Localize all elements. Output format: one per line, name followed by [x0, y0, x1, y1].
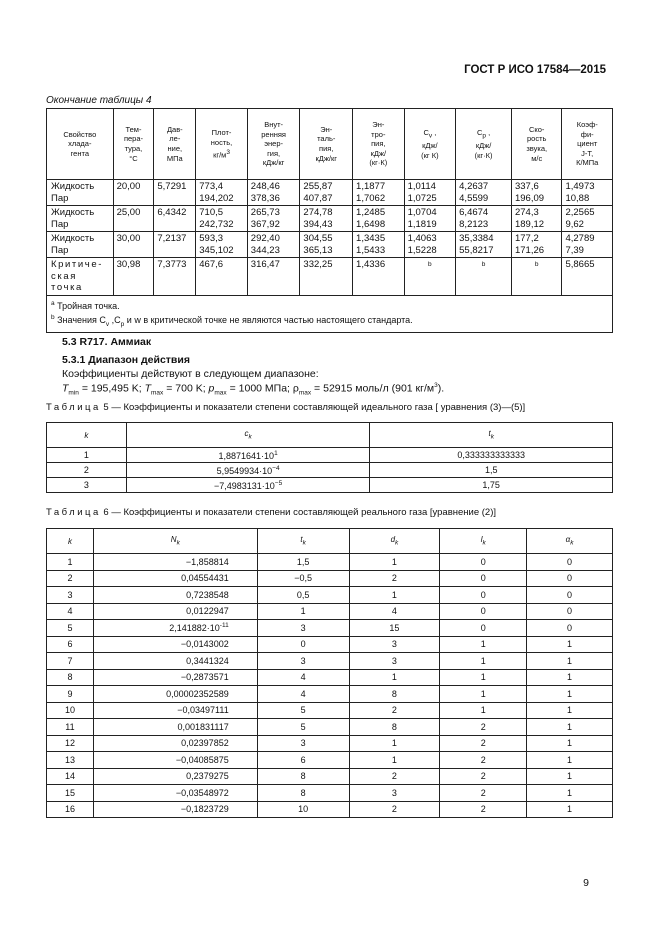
table6-cell: 4: [257, 686, 349, 703]
table6-cell: 6: [47, 636, 94, 653]
table6-cell: 2: [440, 719, 527, 736]
table6-cell: 4: [257, 669, 349, 686]
table4-cell: 4,2637 4,5599: [456, 180, 512, 206]
table6-cell: 0: [527, 554, 613, 571]
table4-cell: 1,4336: [353, 258, 405, 296]
table4-cell: 35,3384 55,8217: [456, 232, 512, 258]
table4-row: [47, 206, 613, 232]
table6-cell: 3: [349, 636, 440, 653]
table6-cell: 2: [440, 768, 527, 785]
table4-cell: 467,6: [196, 258, 248, 296]
table5-row: [47, 463, 613, 478]
table4-col-header: Ско- рость звука, м/с: [511, 109, 561, 180]
table4-state-cell: Критиче- ская точка: [47, 258, 114, 296]
table6-cell: 1: [440, 653, 527, 670]
table6-cell: −0,5: [257, 570, 349, 587]
table4-row: [47, 180, 613, 206]
table4-cell: b: [456, 258, 512, 296]
page-number: 9: [583, 877, 589, 889]
table4-cell: 304,55 365,13: [300, 232, 353, 258]
table4-cell: 5,7291: [154, 180, 196, 206]
table6-cell: 3: [257, 620, 349, 637]
table6-col-ak: $\alpha_k$: [527, 529, 613, 554]
table4-cell: 1,0704 1,1819: [404, 206, 456, 232]
table6-cell: 2: [349, 801, 440, 818]
table6-cell: 2: [349, 570, 440, 587]
table5-k-cell: 3: [47, 478, 127, 493]
document-header: ГОСТ Р ИСО 17584—2015: [464, 64, 606, 76]
table6-cell: 0,7238548: [93, 587, 257, 604]
table6-row: [47, 752, 613, 769]
table6-cell: 0: [440, 570, 527, 587]
table6-cell: 3: [257, 653, 349, 670]
table4-cell: 7,3773: [154, 258, 196, 296]
table4-col-header: Эн- таль- пия, кДж/кг: [300, 109, 353, 180]
table4-cell: 1,4973 10,88: [562, 180, 613, 206]
table6-cell: 1: [527, 752, 613, 769]
table6-cell: 10: [47, 702, 94, 719]
table4-cell: 593,3 345,102: [196, 232, 248, 258]
table6-cell: 8: [349, 686, 440, 703]
table4-state-cell: Жидкость Пар: [47, 180, 114, 206]
table4-cell: 7,2137: [154, 232, 196, 258]
table5-header-row: [47, 423, 613, 448]
table4-cell: 255,87 407,87: [300, 180, 353, 206]
table4-cell: b: [404, 258, 456, 296]
table6-cell: 12: [47, 735, 94, 752]
footnote-b: $^b$ Значения $C_v$ $,C_p$ и w в критической точке не являются частью настоящего стандарта.: [51, 313, 413, 328]
table5-tk-cell: 1,5: [370, 463, 613, 478]
table6-cell: 0: [527, 570, 613, 587]
table6-cell: 0,04554431: [93, 570, 257, 587]
table5-row: [47, 478, 613, 493]
table6-cell: 0,2379275: [93, 768, 257, 785]
table6-row: [47, 636, 613, 653]
table6-cell: 1: [440, 636, 527, 653]
table6-cell: −1,858814: [93, 554, 257, 571]
table5-ck-cell: $-7,4983131\cdot 10^{-5}$: [126, 478, 370, 493]
table6-cell: 1: [349, 735, 440, 752]
table4-row: [47, 232, 613, 258]
table4-cell: 773,4 194,202: [196, 180, 248, 206]
table6-cell: 8: [47, 669, 94, 686]
table4-col-header: Свойство хлада- гента: [47, 109, 114, 180]
table4-col-header: Плот- ность, $кг/м^3$: [196, 109, 248, 180]
table4-col-header: Дав- ле- ние, МПа: [154, 109, 196, 180]
table4-cell: 316,47: [247, 258, 300, 296]
table6-cell: 4: [349, 603, 440, 620]
table6-cell: 11: [47, 719, 94, 736]
table6-cell: 15: [349, 620, 440, 637]
table6-row: [47, 702, 613, 719]
table6-cell: 0: [440, 603, 527, 620]
table4-cell: 292,40 344,23: [247, 232, 300, 258]
table6-col-lk: $l_k$: [440, 529, 527, 554]
table6-cell: 1: [440, 702, 527, 719]
table6-cell: 0,5: [257, 587, 349, 604]
table6-cell: 8: [349, 719, 440, 736]
table4-cell: 6,4342: [154, 206, 196, 232]
table5-tk-cell: 0,333333333333: [370, 448, 613, 463]
table6-cell: 0,0122947: [93, 603, 257, 620]
table4-col-header: $C_v$ , кДж/ (кг К): [404, 109, 456, 180]
table4-cell: 1,0114 1,0725: [404, 180, 456, 206]
table6-cell: 1: [257, 603, 349, 620]
table6-cell: 1: [527, 768, 613, 785]
table6-cell: 1: [527, 801, 613, 818]
table6-cell: −0,03548972: [93, 785, 257, 802]
table6-cell: 6: [257, 752, 349, 769]
table6-cell: $2,141882\cdot 10^{-11}$: [93, 620, 257, 637]
table6-cell: 14: [47, 768, 94, 785]
table4-cell: 2,2565 9,62: [562, 206, 613, 232]
table4-cell: 20,00: [113, 180, 154, 206]
table6-cell: 8: [257, 785, 349, 802]
table6-cell: 0,001831117: [93, 719, 257, 736]
table6-row: [47, 785, 613, 802]
table6-cell: 0: [440, 554, 527, 571]
table6-cell: 1: [527, 702, 613, 719]
table4-cell: 710,5 242,732: [196, 206, 248, 232]
table6-row: [47, 735, 613, 752]
table4-cell: 1,1877 1,7062: [353, 180, 405, 206]
table6-cell: 8: [257, 768, 349, 785]
table6-col-dk: $d_k$: [349, 529, 440, 554]
table6-cell: 0: [527, 603, 613, 620]
table6-cell: 1: [527, 719, 613, 736]
table6-row: [47, 768, 613, 785]
table6-cell: 0: [527, 587, 613, 604]
table4-footnotes: [47, 295, 613, 333]
table6-cell: −0,2873571: [93, 669, 257, 686]
table5-caption: Таблица 5 — Коэффициенты и показатели степени составляющей идеального газа [ уравнения (3)—(5)]: [46, 402, 526, 413]
table5-col-tk: $t_k$: [370, 423, 613, 448]
table6-cell: 9: [47, 686, 94, 703]
table6-cell: 1: [527, 636, 613, 653]
table4-cell: 1,3435 1,5433: [353, 232, 405, 258]
table-4: [46, 108, 613, 333]
footnote-a: $^a$ Тройная точка.: [51, 299, 120, 311]
range-intro-text: Коэффициенты действуют в следующем диапазоне:: [62, 368, 319, 380]
table4-col-header: Тем- пера- тура, °С: [113, 109, 154, 180]
table4-row: [47, 258, 613, 296]
table6-cell: 2: [349, 768, 440, 785]
table4-state-cell: Жидкость Пар: [47, 206, 114, 232]
table6-cell: 0: [440, 587, 527, 604]
table6-cell: 1: [527, 686, 613, 703]
table-5: [46, 422, 613, 493]
table6-cell: 0,3441324: [93, 653, 257, 670]
table5-tk-cell: 1,75: [370, 478, 613, 493]
table6-cell: −0,03497111: [93, 702, 257, 719]
table6-cell: 5: [47, 620, 94, 637]
table4-col-header: Коэф- фи- циент J-T, К/МПа: [562, 109, 613, 180]
table4-cell: 332,25: [300, 258, 353, 296]
table4-state-cell: Жидкость Пар: [47, 232, 114, 258]
table5-col-ck: $c_k$: [126, 423, 370, 448]
table6-col-tk: $t_k$: [257, 529, 349, 554]
table4-col-header: $C_p$ , кДж/ (кг·К): [456, 109, 512, 180]
table6-cell: 4: [47, 603, 94, 620]
table-6: [46, 528, 613, 818]
table4-cell: 4,2789 7,39: [562, 232, 613, 258]
table6-caption: Таблица 6 — Коэффициенты и показатели степени составляющей реального газа [уравнение (2)]: [46, 507, 497, 518]
table6-cell: 2: [440, 801, 527, 818]
table4-caption: Окончание таблицы 4: [46, 95, 152, 106]
table4-header-row: [47, 109, 613, 180]
table6-row: [47, 686, 613, 703]
table6-cell: 1: [527, 653, 613, 670]
table6-cell: 1: [349, 669, 440, 686]
table6-cell: 2: [47, 570, 94, 587]
table4-cell: 248,46 378,36: [247, 180, 300, 206]
table6-cell: 2: [440, 785, 527, 802]
table6-col-k: k: [47, 529, 94, 554]
range-values-text: $T_{min} = 195,495$ K; $T_{max} = 700$ K; $p_{max} = 1000$ МПа; $\rho_{max} = 52915$ моль/л (901 $кг/м^3$).: [62, 382, 445, 397]
table6-cell: 1: [527, 669, 613, 686]
table6-row: [47, 554, 613, 571]
table6-cell: 0: [527, 620, 613, 637]
table4-cell: 274,3 189,12: [511, 206, 561, 232]
table6-cell: 3: [349, 785, 440, 802]
table4-cell: 30,00: [113, 232, 154, 258]
table6-cell: 2: [349, 702, 440, 719]
table6-cell: 5: [257, 702, 349, 719]
table6-cell: −0,1823729: [93, 801, 257, 818]
table4-cell: b: [511, 258, 561, 296]
table5-row: [47, 448, 613, 463]
table6-cell: 10: [257, 801, 349, 818]
table6-cell: 0: [257, 636, 349, 653]
subsection-heading: 5.3.1 Диапазон действия: [62, 354, 190, 366]
table6-cell: 0,00002352589: [93, 686, 257, 703]
table6-cell: 0: [440, 620, 527, 637]
table5-k-cell: 2: [47, 463, 127, 478]
table6-cell: 7: [47, 653, 94, 670]
table5-k-cell: 1: [47, 448, 127, 463]
table6-cell: 2: [440, 735, 527, 752]
table6-cell: 1: [440, 669, 527, 686]
table4-cell: 265,73 367,92: [247, 206, 300, 232]
table6-cell: −0,04085875: [93, 752, 257, 769]
table4-cell: 177,2 171,26: [511, 232, 561, 258]
table4-cell: 1,4063 1,5228: [404, 232, 456, 258]
table6-row: [47, 587, 613, 604]
table6-cell: 1: [527, 785, 613, 802]
table6-cell: 1: [349, 554, 440, 571]
table4-col-header: Эн- тро- пия, кДж/ (кг·К): [353, 109, 405, 180]
table6-cell: 1: [349, 587, 440, 604]
table6-row: [47, 620, 613, 637]
table6-cell: 15: [47, 785, 94, 802]
table6-cell: 16: [47, 801, 94, 818]
table6-row: [47, 719, 613, 736]
table6-col-nk: $N_k$: [93, 529, 257, 554]
table6-row: [47, 669, 613, 686]
table6-cell: 3: [257, 735, 349, 752]
section-heading: 5.3 R717. Аммиак: [62, 336, 152, 348]
table4-cell: 5,8665: [562, 258, 613, 296]
table6-cell: 3: [47, 587, 94, 604]
table5-ck-cell: $5,9549934\cdot 10^{-4}$: [126, 463, 370, 478]
table6-cell: −0,0143002: [93, 636, 257, 653]
table6-header-row: [47, 529, 613, 554]
table6-cell: 1: [440, 686, 527, 703]
table6-cell: 1: [349, 752, 440, 769]
table6-cell: 1,5: [257, 554, 349, 571]
table4-col-header: Внут- ренняя энер- гия, кДж/кг: [247, 109, 300, 180]
table6-row: [47, 653, 613, 670]
table4-cell: 6,4674 8,2123: [456, 206, 512, 232]
table4-cell: 1,2485 1,6498: [353, 206, 405, 232]
table4-cell: 30,98: [113, 258, 154, 296]
table6-cell: 0,02397852: [93, 735, 257, 752]
table5-col-k: k: [47, 423, 127, 448]
table6-cell: 2: [440, 752, 527, 769]
table4-cell: 337,6 196,09: [511, 180, 561, 206]
table6-row: [47, 603, 613, 620]
table4-cell: 25,00: [113, 206, 154, 232]
table6-row: [47, 570, 613, 587]
table6-cell: 3: [349, 653, 440, 670]
table6-cell: 5: [257, 719, 349, 736]
table6-cell: 13: [47, 752, 94, 769]
table6-row: [47, 801, 613, 818]
table6-cell: 1: [527, 735, 613, 752]
table6-cell: 1: [47, 554, 94, 571]
table4-cell: 274,78 394,43: [300, 206, 353, 232]
table5-ck-cell: $1,8871641\cdot 10^1$: [126, 448, 370, 463]
